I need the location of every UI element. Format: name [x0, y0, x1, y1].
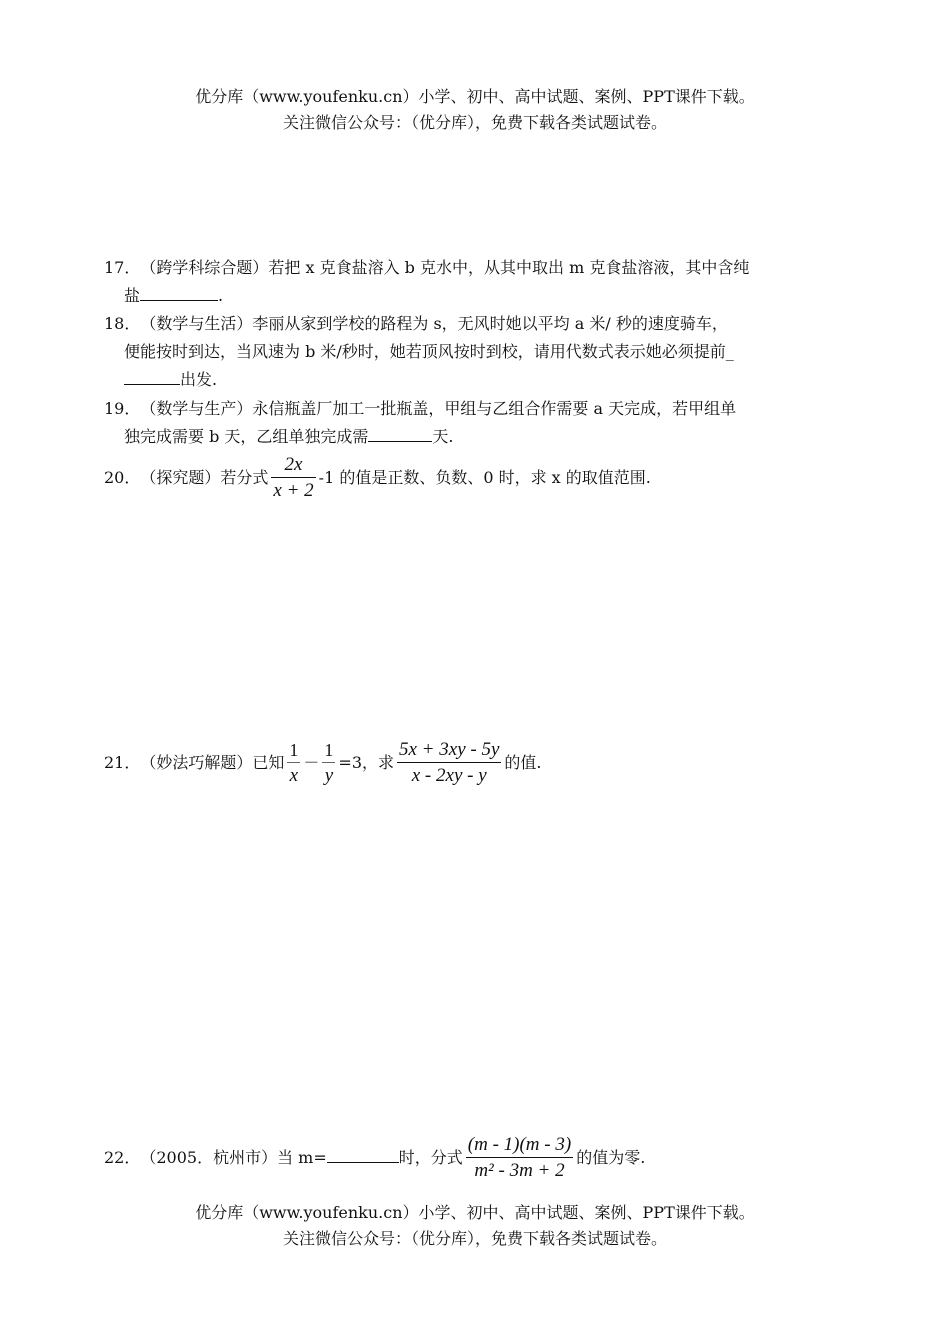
question-text: -1 的值是正数、负数、0 时，求 x 的取值范围. [318, 468, 651, 487]
minus-sign: － [303, 753, 320, 772]
answer-blank[interactable] [368, 425, 432, 442]
question-number: 17． [104, 258, 141, 277]
question-text: 出发. [180, 370, 218, 389]
question-text: （数学与生活）李丽从家到学校的路程为 s，无风时她以平均 a 米/ 秒的速度骑车， [140, 314, 728, 333]
fraction-denominator: x + 2 [273, 480, 314, 501]
fraction-denominator: m² - 3m + 2 [474, 1160, 565, 1181]
question-text: （跨学科综合题）若把 x 克食盐溶入 b 克水中，从其中取出 m 克食盐溶液，其中含纯 [140, 258, 750, 277]
fraction-numerator: (m - 1)(m - 3) [466, 1133, 573, 1158]
question-21 [104, 738, 864, 789]
answer-blank[interactable] [124, 368, 180, 385]
question-text: 的值为零. [576, 1148, 646, 1167]
page-header [0, 84, 950, 136]
answer-blank[interactable] [327, 1146, 399, 1163]
question-text: （2005．杭州市）当 m= [140, 1148, 327, 1167]
question-text: 时，分式 [398, 1148, 463, 1167]
question-text: （探究题）若分式 [140, 468, 269, 487]
fraction [271, 453, 315, 504]
question-text: 盐 [124, 286, 141, 305]
question-text: （妙法巧解题）已知 [140, 753, 285, 772]
header-line-2: 关注微信公众号：（优分库），免费下载各类试题试卷。 [282, 113, 667, 132]
question-text: 天. [432, 427, 454, 446]
fraction [287, 738, 300, 789]
fraction-denominator: x [289, 765, 299, 786]
header-line-1: 优分库（www.youfenku.cn）小学、初中、高中试题、案例、PPT课件下载。 [195, 87, 755, 106]
fraction [466, 1133, 573, 1184]
fraction [322, 738, 335, 789]
question-text: =3，求 [338, 753, 394, 772]
fraction-denominator: x - 2xy - y [411, 765, 487, 786]
footer-line-1: 优分库（www.youfenku.cn）小学、初中、高中试题、案例、PPT课件下载。 [195, 1203, 755, 1222]
question-text: 独完成需要 b 天，乙组单独完成需 [124, 427, 369, 446]
fraction-numerator: 2x [271, 453, 315, 478]
answer-blank[interactable] [140, 284, 218, 301]
question-18 [104, 310, 864, 394]
question-number: 21． [104, 753, 141, 772]
page-footer [0, 1200, 950, 1252]
question-number: 19． [104, 399, 141, 418]
question-19 [104, 395, 864, 451]
question-number: 18． [104, 314, 141, 333]
fraction-numerator: 5x + 3xy - 5y [397, 738, 501, 763]
question-text: （数学与生产）永信瓶盖厂加工一批瓶盖，甲组与乙组合作需要 a 天完成，若甲组单 [140, 399, 737, 418]
fraction [397, 738, 501, 789]
question-text: 便能按时到达，当风速为 b 米/秒时，她若顶风按时到校，请用代数式表示她必须提前_ [124, 342, 734, 361]
question-22 [104, 1133, 864, 1184]
question-20 [104, 453, 864, 504]
footer-line-2: 关注微信公众号：（优分库），免费下载各类试题试卷。 [282, 1229, 667, 1248]
question-text: . [218, 286, 224, 305]
question-number: 20． [104, 468, 141, 487]
question-17 [104, 254, 864, 310]
fraction-numerator: 1 [287, 738, 300, 763]
question-number: 22． [104, 1148, 141, 1167]
fraction-numerator: 1 [322, 738, 335, 763]
question-text: 的值. [504, 753, 542, 772]
fraction-denominator: y [324, 765, 334, 786]
